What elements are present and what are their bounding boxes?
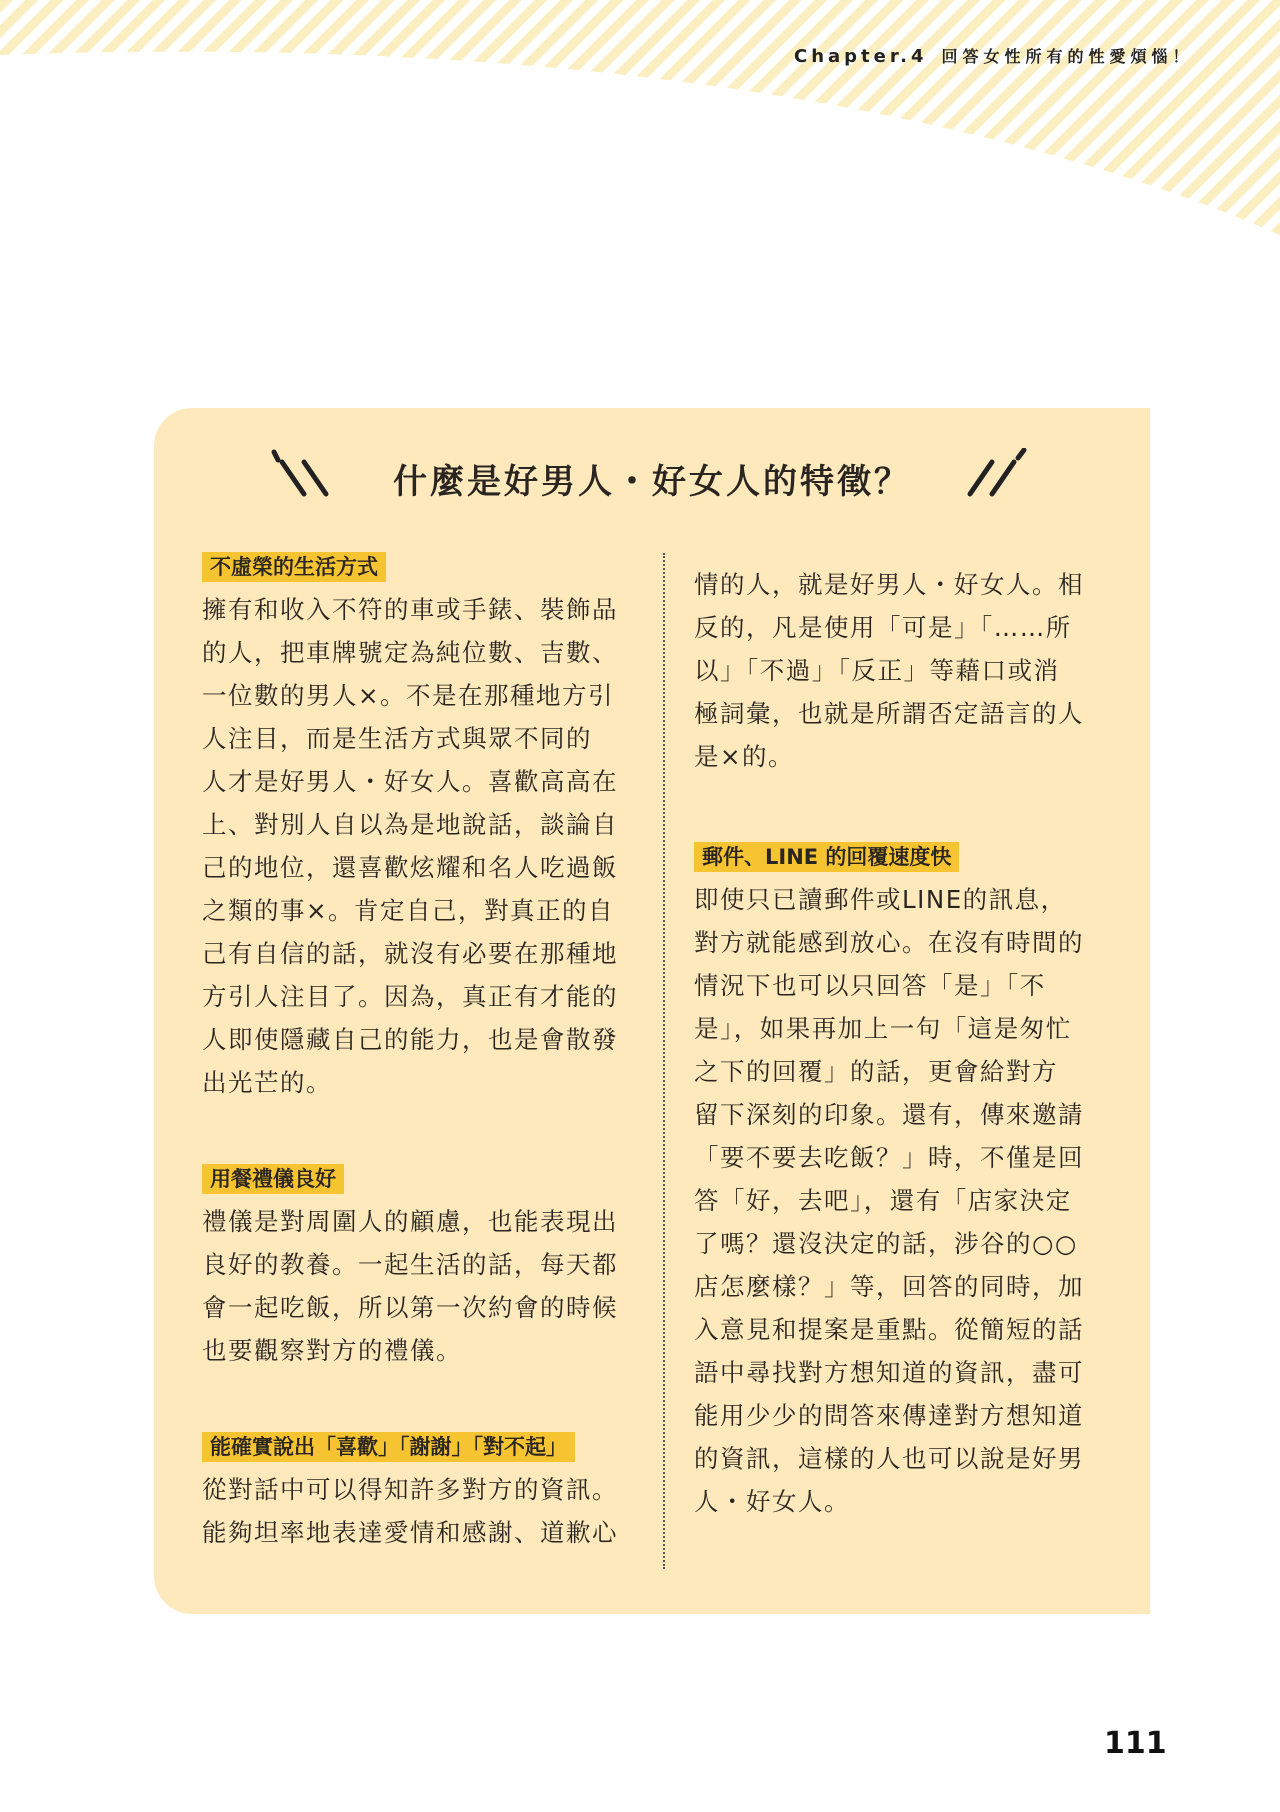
text-line: 的人，把車牌號定為純位數、吉數、 [202,638,618,667]
text-line: 留下深刻的印象。還有，傳來邀請 [694,1100,1084,1129]
text-line: 情的人，就是好男人・好女人。相 [694,570,1084,599]
text-line: 的資訊，這樣的人也可以說是好男 [694,1444,1084,1473]
text-line: 是×的。 [694,742,795,771]
text-line: 會一起吃飯，所以第一次約會的時候 [202,1293,618,1322]
text-line: 人才是好男人・好女人。喜歡高高在 [202,767,618,796]
text-line: 從對話中可以得知許多對方的資訊。 [202,1475,618,1504]
text-line: 以」「不過」「反正」等藉口或消 [694,656,1060,685]
text-line: 出光芒的。 [202,1068,332,1097]
text-line: 即使只已讀郵件或LINE的訊息， [694,885,1067,914]
right-column [694,563,1084,1523]
section-body [694,878,1084,1523]
section-body [202,1468,618,1554]
section-heading: 能確實說出「喜歡」「謝謝」「對不起」 [202,1432,575,1462]
text-line: 方引人注目了。因為，真正有才能的 [202,982,618,1011]
text-line: 能夠坦率地表達愛情和感謝、道歉心 [202,1518,618,1547]
text-line: 人即使隱藏自己的能力，也是會散發 [202,1025,618,1054]
text-line: 答「好，去吧」，還有「店家決定 [694,1186,1072,1215]
section-reply-speed [694,834,1084,1523]
text-line: 入意見和提案是重點。從簡短的話 [694,1315,1084,1344]
text-line: 了嗎？還沒決定的話，涉谷的○○ [694,1229,1078,1258]
section-body [202,1200,618,1372]
right-slash-decoration-icon [962,448,1042,508]
text-line: 一位數的男人×。不是在那種地方引 [202,681,615,710]
text-line: 良好的教養。一起生活的話，每天都 [202,1250,618,1279]
text-line: 之類的事×。肯定自己，對真正的自 [202,896,615,925]
text-line: 是」，如果再加上一句「這是匆忙 [694,1014,1072,1043]
chapter-title: 回答女性所有的性愛煩惱！ [941,47,1194,66]
section-heading: 郵件、LINE 的回覆速度快 [694,842,959,872]
text-line: 禮儀是對周圍人的顧慮，也能表現出 [202,1207,618,1236]
text-line: 極詞彙，也就是所謂否定語言的人 [694,699,1084,728]
page-number: 111 [1104,1726,1167,1761]
section-heading: 不虛榮的生活方式 [202,552,386,582]
header-curve [0,0,1280,240]
text-line: 己有自信的話，就沒有必要在那種地 [202,939,618,968]
section-continuation [694,563,1084,778]
text-line: 語中尋找對方想知道的資訊，盡可 [694,1358,1084,1387]
text-line: 能用少少的問答來傳達對方想知道 [694,1401,1084,1430]
chapter-label: Chapter.4 [794,46,928,67]
running-header [794,44,1194,67]
section-honesty [202,1424,618,1554]
text-line: 人注目，而是生活方式與眾不同的 [202,724,592,753]
text-line: 人・好女人。 [694,1487,850,1516]
feature-box [154,408,1150,1614]
text-line: 情況下也可以只回答「是」「不 [694,971,1046,1000]
section-manners [202,1156,618,1372]
section-heading: 用餐禮儀良好 [202,1164,344,1194]
column-divider [663,553,665,1569]
text-line: 對方就能感到放心。在沒有時間的 [694,928,1084,957]
text-line: 己的地位，還喜歡炫耀和名人吃過飯 [202,853,618,882]
text-line: 也要觀察對方的禮儀。 [202,1336,462,1365]
text-line: 之下的回覆」的話，更會給對方 [694,1057,1058,1086]
text-line: 上、對別人自以為是地說話，談論自 [202,810,618,839]
text-line: 反的，凡是使用「可是」「……所 [694,613,1072,642]
section-body [202,588,618,1104]
left-column [202,544,618,1554]
section-vanity [202,544,618,1104]
text-line: 「要不要去吃飯？」時，不僅是回 [694,1143,1084,1172]
box-title: 什麼是好男人・好女人的特徵？ [393,462,911,502]
text-line: 店怎麼樣？」等，回答的同時，加 [694,1272,1084,1301]
text-line: 擁有和收入不符的車或手錶、裝飾品 [202,595,618,624]
